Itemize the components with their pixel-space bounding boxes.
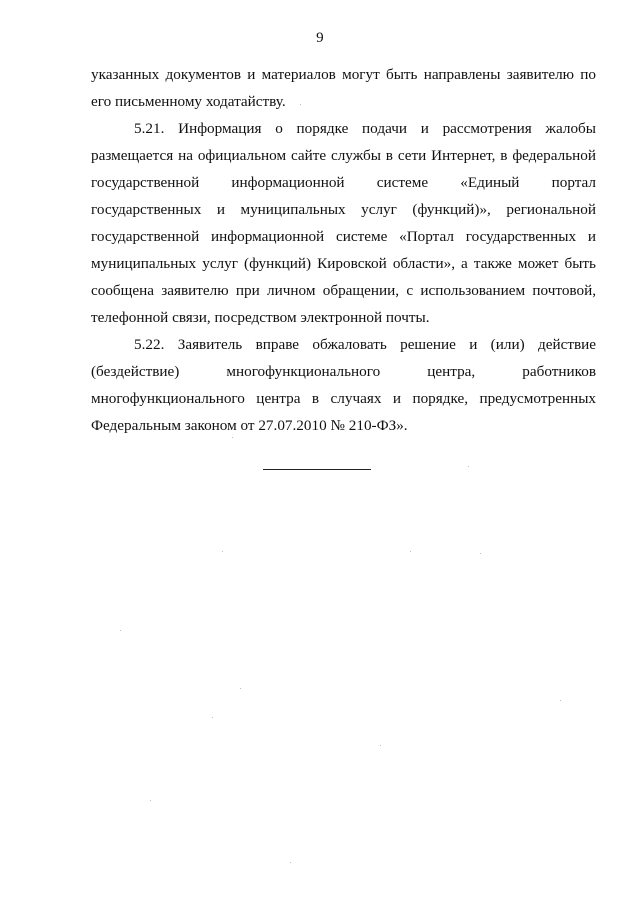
paragraph-line: государственных и муниципальных услуг (функций)», региональной bbox=[91, 201, 596, 218]
scan-speck bbox=[380, 745, 381, 746]
paragraph-line: его письменному ходатайству. bbox=[91, 93, 286, 110]
paragraph-line: государственной информационной системе «Портал государственных и bbox=[91, 228, 596, 245]
paragraph-line: 5.21. Информация о порядке подачи и рассмотрения жалобы bbox=[134, 120, 596, 137]
scan-speck bbox=[300, 104, 301, 105]
scan-speck bbox=[222, 551, 223, 552]
scan-speck bbox=[212, 717, 213, 718]
scan-speck bbox=[410, 551, 411, 552]
scan-speck bbox=[150, 800, 151, 801]
end-divider bbox=[263, 469, 371, 470]
paragraph-line: многофункционального центра в случаях и порядке, предусмотренных bbox=[91, 390, 596, 407]
paragraph-line: Федеральным законом от 27.07.2010 № 210-ФЗ». bbox=[91, 417, 408, 434]
scan-speck bbox=[290, 862, 291, 863]
paragraph-line: сообщена заявителю при личном обращении, с использованием почтовой, bbox=[91, 282, 596, 299]
scan-speck bbox=[560, 700, 561, 701]
page-number: 9 bbox=[316, 30, 324, 46]
paragraph-line: (бездействие) многофункционального центра, работников bbox=[91, 363, 596, 380]
paragraph-line: размещается на официальном сайте службы в сети Интернет, в федеральной bbox=[91, 147, 596, 164]
scan-speck bbox=[480, 553, 481, 554]
paragraph-line: указанных документов и материалов могут быть направлены заявителю по bbox=[91, 66, 596, 83]
paragraph-line: государственной информационной системе «Единый портал bbox=[91, 174, 596, 191]
scan-speck bbox=[468, 466, 469, 467]
paragraph-line: муниципальных услуг (функций) Кировской области», а также может быть bbox=[91, 255, 596, 272]
paragraph-line: телефонной связи, посредством электронной почты. bbox=[91, 309, 430, 326]
scan-speck bbox=[240, 688, 241, 689]
scan-speck bbox=[232, 437, 233, 438]
scan-speck bbox=[120, 630, 121, 631]
paragraph-line: 5.22. Заявитель вправе обжаловать решение и (или) действие bbox=[134, 336, 596, 353]
